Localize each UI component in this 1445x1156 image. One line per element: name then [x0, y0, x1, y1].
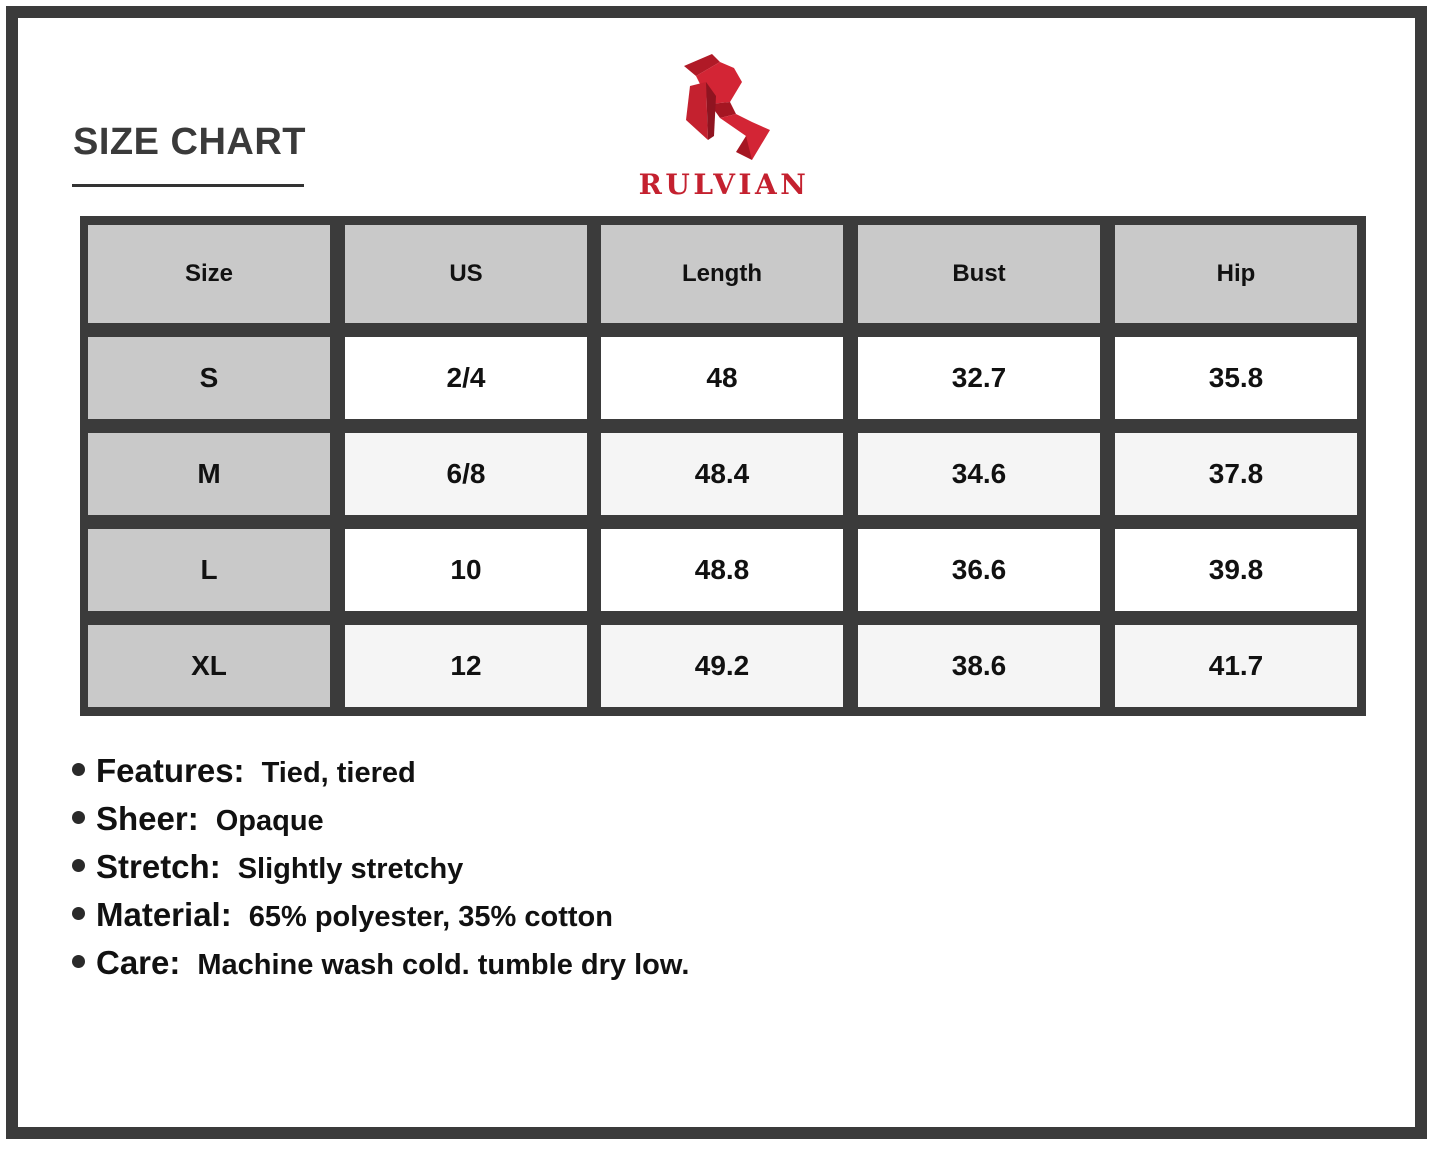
bullet-icon — [72, 955, 85, 968]
feature-item — [72, 896, 689, 944]
feature-item — [72, 944, 689, 992]
column-header-size: Size — [88, 225, 330, 323]
table-cell-length: 48 — [601, 337, 843, 419]
size-label-cell: L — [88, 529, 330, 611]
feature-label: Stretch: — [96, 848, 221, 885]
bullet-icon — [72, 859, 85, 872]
red-folded-r-icon — [676, 52, 772, 164]
feature-item — [72, 848, 689, 896]
table-cell-hip: 39.8 — [1115, 529, 1357, 611]
table-cell-us: 6/8 — [345, 433, 587, 515]
feature-value: 65% polyester, 35% cotton — [248, 901, 613, 933]
features-list — [72, 752, 689, 992]
feature-value: Opaque — [215, 805, 324, 837]
table-cell-hip: 41.7 — [1115, 625, 1357, 707]
feature-label: Features: — [96, 752, 245, 789]
bullet-icon — [72, 811, 85, 824]
table-cell-length: 48.8 — [601, 529, 843, 611]
column-header-length: Length — [601, 225, 843, 323]
feature-value: Tied, tiered — [261, 757, 416, 789]
table-cell-bust: 38.6 — [858, 625, 1100, 707]
feature-value: Machine wash cold. tumble dry low. — [197, 949, 690, 981]
feature-label: Material: — [96, 896, 232, 933]
column-header-hip: Hip — [1115, 225, 1357, 323]
table-cell-us: 10 — [345, 529, 587, 611]
feature-value: Slightly stretchy — [237, 853, 464, 885]
size-label-cell: XL — [88, 625, 330, 707]
feature-label: Sheer: — [96, 800, 199, 837]
table-cell-bust: 34.6 — [858, 433, 1100, 515]
feature-item — [72, 752, 689, 800]
table-cell-hip: 37.8 — [1115, 433, 1357, 515]
table-cell-bust: 36.6 — [858, 529, 1100, 611]
table-cell-hip: 35.8 — [1115, 337, 1357, 419]
table-cell-bust: 32.7 — [858, 337, 1100, 419]
brand-logo — [628, 52, 820, 202]
feature-item — [72, 800, 689, 848]
column-header-us: US — [345, 225, 587, 323]
bullet-icon — [72, 907, 85, 920]
table-cell-length: 48.4 — [601, 433, 843, 515]
bullet-icon — [72, 763, 85, 776]
brand-name: RULVIAN — [638, 168, 810, 201]
title-underline — [72, 184, 304, 187]
feature-label: Care: — [96, 944, 181, 981]
table-cell-us: 2/4 — [345, 337, 587, 419]
table-cell-us: 12 — [345, 625, 587, 707]
size-label-cell: M — [88, 433, 330, 515]
size-table — [80, 216, 1366, 716]
page-title: SIZE CHART — [73, 121, 306, 163]
table-cell-length: 49.2 — [601, 625, 843, 707]
column-header-bust: Bust — [858, 225, 1100, 323]
size-label-cell: S — [88, 337, 330, 419]
